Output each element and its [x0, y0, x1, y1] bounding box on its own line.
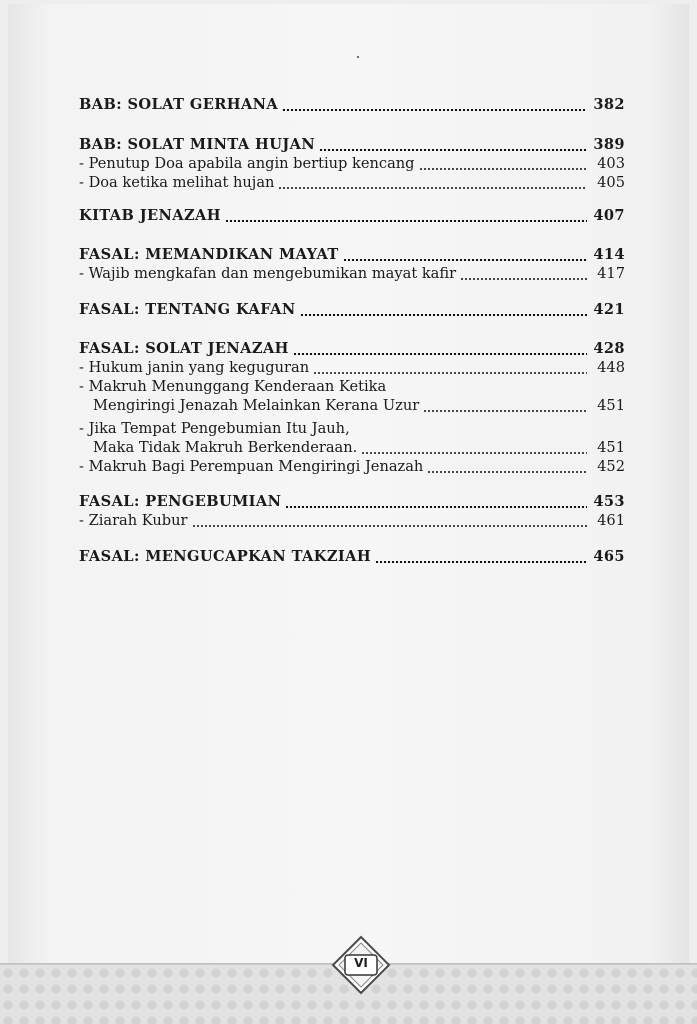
toc-entry-title: - Ziarah Kubur — [79, 512, 188, 529]
dot-leader — [375, 561, 587, 563]
toc-entry[interactable] — [79, 437, 625, 457]
toc-entry-title: - Penutup Doa apabila angin bertiup kencang — [79, 155, 415, 172]
toc-page-number: 417 — [597, 265, 625, 282]
toc-page-number: 448 — [597, 359, 625, 376]
toc-entry-title: FASAL: TENTANG KAFAN — [79, 301, 296, 318]
toc-entry[interactable] — [79, 395, 625, 415]
dot-leader — [313, 372, 587, 374]
toc-entry[interactable] — [79, 456, 625, 476]
dot-leader — [361, 452, 587, 454]
dot-leader — [343, 259, 587, 261]
folio-badge — [331, 935, 391, 995]
toc-page-number: 465 — [593, 548, 625, 565]
toc-entry[interactable] — [79, 153, 625, 173]
toc-entry[interactable] — [79, 205, 625, 225]
dot-leader — [319, 149, 587, 151]
toc-entry[interactable] — [79, 338, 625, 358]
toc-page-number: 382 — [593, 96, 625, 113]
toc-entry[interactable] — [79, 244, 625, 264]
toc-entry[interactable] — [79, 546, 625, 566]
dot-leader — [192, 525, 588, 527]
toc-entry[interactable] — [79, 172, 625, 192]
toc-entry-title: FASAL: SOLAT JENAZAH — [79, 340, 289, 357]
toc-entry-title: - Jika Tempat Pengebumian Itu Jauh, — [79, 420, 350, 437]
toc-entry-title: - Makruh Menunggang Kenderaan Ketika — [79, 378, 387, 395]
dot-leader — [460, 278, 587, 280]
toc-page-number: 453 — [593, 493, 625, 510]
toc-entry[interactable] — [79, 263, 625, 283]
toc-entry-first-line[interactable] — [79, 418, 350, 438]
toc-page-number: 405 — [597, 174, 625, 191]
toc-entry-title-continued: Mengiringi Jenazah Melainkan Kerana Uzur — [93, 397, 420, 414]
dot-leader — [427, 471, 587, 473]
toc-page-number: 451 — [597, 439, 625, 456]
toc-entry-title: FASAL: MENGUCAPKAN TAKZIAH — [79, 548, 372, 565]
toc-entry-title: BAB: SOLAT GERHANA — [79, 96, 279, 113]
toc-entry[interactable] — [79, 510, 625, 530]
dot-leader — [419, 168, 587, 170]
toc-page-number: 461 — [597, 512, 625, 529]
toc-entry-title-continued: Maka Tidak Makruh Berkenderaan. — [93, 439, 358, 456]
dot-leader — [285, 506, 587, 508]
toc-entry-title: FASAL: PENGEBUMIAN — [79, 493, 282, 510]
dot-leader — [300, 314, 587, 316]
toc-entry[interactable] — [79, 357, 625, 377]
toc-entry[interactable] — [79, 134, 625, 154]
dot-leader — [282, 109, 587, 111]
toc-entry-title: FASAL: MEMANDIKAN MAYAT — [79, 246, 339, 263]
toc-page-number: 428 — [593, 340, 625, 357]
toc-entry-first-line[interactable] — [79, 376, 386, 396]
page-folio: VI — [354, 956, 368, 970]
toc-page-number: 407 — [593, 207, 625, 224]
dot-leader — [278, 187, 587, 189]
toc-entry-title: - Makruh Bagi Perempuan Mengiringi Jenazah — [79, 458, 424, 475]
dot-leader — [423, 410, 587, 412]
toc-page-number: 403 — [597, 155, 625, 172]
toc-entry[interactable] — [79, 491, 625, 511]
toc-entry-title: BAB: SOLAT MINTA HUJAN — [79, 136, 316, 153]
toc-page-number: 451 — [597, 397, 625, 414]
toc-page-number: 452 — [597, 458, 625, 475]
toc-page-number: 414 — [593, 246, 625, 263]
toc-entry-title: - Doa ketika melihat hujan — [79, 174, 275, 191]
print-speck — [357, 56, 359, 58]
dot-leader — [293, 353, 587, 355]
toc-page-number: 389 — [593, 136, 625, 153]
toc-entry-title: - Hukum janin yang keguguran — [79, 359, 310, 376]
toc-entry[interactable] — [79, 299, 625, 319]
toc-entry[interactable] — [79, 94, 625, 114]
dot-leader — [225, 220, 587, 222]
toc-page-number: 421 — [593, 301, 625, 318]
toc-entry-title: KITAB JENAZAH — [79, 207, 221, 224]
toc-entry-title: - Wajib mengkafan dan mengebumikan mayat kafir — [79, 265, 457, 282]
